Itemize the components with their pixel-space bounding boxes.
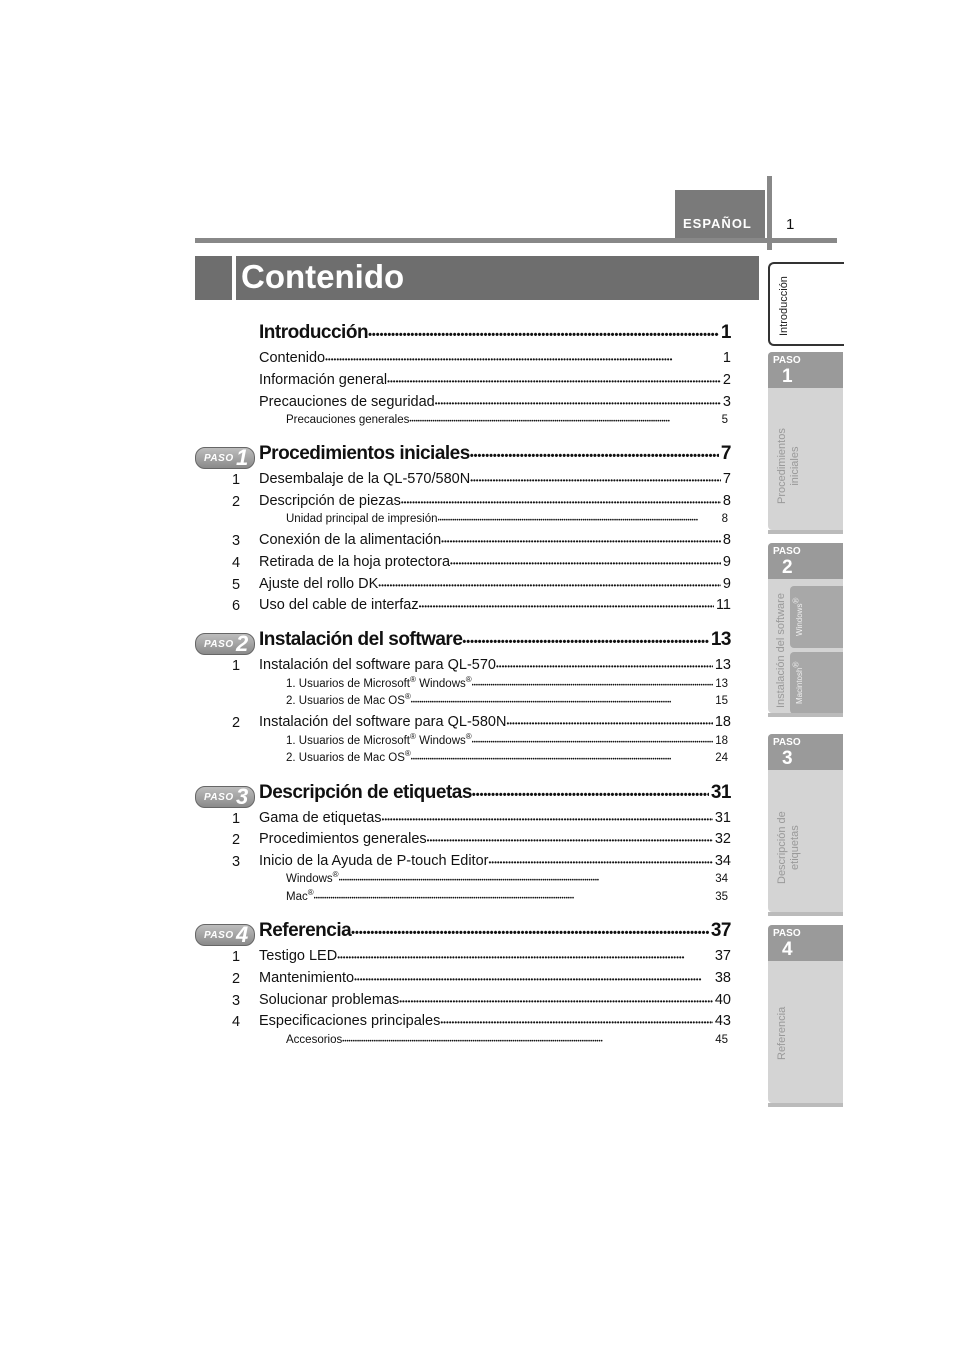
section-heading-paso-4[interactable] <box>259 920 731 942</box>
entry-page: 2 <box>722 372 731 388</box>
entry-label: Especificaciones principales <box>259 1013 441 1029</box>
section-page: 31 <box>710 782 731 803</box>
toc-subentry[interactable] <box>286 414 728 426</box>
sidebar-paso-number: 2 <box>782 557 793 578</box>
leader-dots <box>488 858 712 867</box>
sidebar-tab-edge <box>768 530 843 534</box>
entry-label: Uso del cable de interfaz <box>259 597 419 613</box>
entry-page: 40 <box>714 992 731 1008</box>
leader-dots <box>427 836 713 845</box>
subentry-label <box>286 749 411 764</box>
leader-dots <box>351 927 709 939</box>
sidebar-paso-number: 3 <box>782 748 793 769</box>
entry-page: 9 <box>722 554 731 570</box>
toc-entry[interactable] <box>259 948 731 964</box>
leader-dots <box>496 662 713 671</box>
badge-number: 4 <box>236 922 249 947</box>
leader-dots <box>411 700 713 706</box>
toc-subentry[interactable] <box>286 692 728 707</box>
entry-page: 8 <box>722 532 731 548</box>
section-title: Instalación del software <box>259 629 463 650</box>
language-label: ESPAÑOL <box>683 216 752 231</box>
registered-mark: ® <box>465 675 472 685</box>
registered-mark: ® <box>332 870 339 880</box>
subentry-text: Mac <box>286 891 308 903</box>
subentry-label <box>286 888 314 903</box>
entry-page: 43 <box>714 1013 731 1029</box>
toc-subentry[interactable] <box>286 675 728 690</box>
entry-page: 37 <box>714 948 731 964</box>
section-page: 13 <box>710 629 731 650</box>
subentry-page: 35 <box>715 891 728 903</box>
leader-dots <box>411 757 713 763</box>
section-page: 1 <box>720 322 731 343</box>
entry-label: Desembalaje de la QL-570/580N <box>259 471 471 487</box>
leader-dots <box>399 997 713 1006</box>
leader-dots <box>378 581 721 590</box>
entry-label: Ajuste del rollo DK <box>259 576 379 592</box>
section-heading-paso-2[interactable] <box>259 629 731 651</box>
entry-number: 3 <box>232 854 241 870</box>
leader-dots <box>450 559 721 568</box>
subentry-page: 15 <box>715 695 728 707</box>
entry-number: 3 <box>232 993 241 1009</box>
toc-entry[interactable] <box>259 350 731 366</box>
badge-number: 1 <box>236 445 249 470</box>
subentry-label: Precauciones generales <box>286 414 410 426</box>
entry-label: Testigo LED <box>259 948 338 964</box>
entry-number: 6 <box>232 598 241 614</box>
header-divider <box>195 238 837 243</box>
title-square <box>195 256 232 300</box>
sidebar-tab-label <box>776 811 802 884</box>
badge-number: 2 <box>236 631 249 656</box>
toc-entry[interactable] <box>259 554 731 570</box>
section-title: Procedimientos iniciales <box>259 443 470 464</box>
registered-mark: ® <box>791 597 801 604</box>
toc-entry[interactable] <box>259 714 731 730</box>
leader-dots <box>354 975 713 984</box>
leader-dots <box>382 815 713 824</box>
leader-dots <box>342 1039 713 1045</box>
entry-page: 8 <box>722 493 731 509</box>
leader-dots <box>470 476 721 485</box>
sidebar-tab-label: Instalación del software <box>775 593 787 708</box>
paso-badge-3 <box>195 786 255 808</box>
leader-dots <box>409 419 719 425</box>
entry-label: Mantenimiento <box>259 970 355 986</box>
toc-entry[interactable] <box>259 810 731 826</box>
leader-dots <box>472 789 709 801</box>
section-title: Descripción de etiquetas <box>259 782 472 803</box>
toc-entry[interactable] <box>259 394 731 410</box>
entry-number: 2 <box>232 971 241 987</box>
registered-mark: ® <box>307 888 314 898</box>
subentry-text: Windows <box>415 678 466 690</box>
subentry-text: 1. Usuarios de Microsoft <box>286 735 410 747</box>
label-line: iniciales <box>789 446 801 486</box>
entry-number: 3 <box>232 533 241 549</box>
leader-dots <box>339 878 714 884</box>
page-title: Contenido <box>241 258 405 295</box>
leader-dots <box>440 1018 713 1027</box>
entry-number: 2 <box>232 494 241 510</box>
entry-page: 11 <box>715 597 731 613</box>
leader-dots <box>419 602 714 611</box>
subentry-page: 34 <box>715 873 728 885</box>
badge-paso-text: PASO <box>204 930 234 941</box>
toc-subentry[interactable] <box>286 1034 728 1046</box>
subentry-label: Unidad principal de impresión <box>286 513 438 525</box>
sidebar-paso-text: PASO <box>773 355 801 366</box>
sidebar-paso-text: PASO <box>773 928 801 939</box>
entry-page: 9 <box>722 576 731 592</box>
sidebar-tab-edge <box>768 1103 843 1107</box>
entry-number: 4 <box>232 1014 241 1030</box>
leader-dots <box>337 953 713 962</box>
subentry-text: 1. Usuarios de Microsoft <box>286 678 410 690</box>
section-page: 37 <box>710 920 731 941</box>
subtab-text: Macintosh <box>795 667 804 704</box>
entry-number: 4 <box>232 555 241 571</box>
entry-page: 38 <box>714 970 731 986</box>
leader-dots <box>470 450 719 462</box>
entry-label: Contenido <box>259 350 326 366</box>
entry-label: Información general <box>259 372 388 388</box>
entry-number: 1 <box>232 949 241 965</box>
toc-entry[interactable] <box>259 532 731 548</box>
leader-dots <box>462 636 708 648</box>
registered-mark: ® <box>791 661 801 668</box>
entry-label: Solucionar problemas <box>259 992 400 1008</box>
entry-label: Instalación del software para QL-580N <box>259 714 507 730</box>
toc-entry[interactable] <box>259 831 731 847</box>
entry-label: Inicio de la Ayuda de P-touch Editor <box>259 853 489 869</box>
entry-page: 1 <box>722 350 731 366</box>
leader-dots <box>368 329 719 341</box>
subentry-text: 2. Usuarios de Mac OS <box>286 752 405 764</box>
entry-number: 2 <box>232 715 241 731</box>
page-number: 1 <box>786 216 795 233</box>
registered-mark: ® <box>410 675 416 685</box>
label-line: etiquetas <box>789 825 801 870</box>
leader-dots <box>472 683 714 689</box>
leader-dots <box>325 355 721 364</box>
entry-page: 31 <box>714 810 731 826</box>
section-heading-introduccion[interactable] <box>259 322 731 344</box>
leader-dots <box>506 719 712 728</box>
entry-label: Instalación del software para QL-570 <box>259 657 496 673</box>
entry-label: Gama de etiquetas <box>259 810 382 826</box>
leader-dots <box>472 740 714 746</box>
entry-number: 1 <box>232 472 241 488</box>
sidebar-paso-number: 1 <box>782 366 793 387</box>
leader-dots <box>435 399 721 408</box>
sidebar-tab-edge <box>768 713 843 717</box>
leader-dots <box>314 896 714 902</box>
paso-badge-1 <box>195 447 255 469</box>
language-tab <box>675 190 765 239</box>
subentry-page: 18 <box>715 735 728 747</box>
subentry-label: Accesorios <box>286 1034 343 1046</box>
subentry-label <box>286 692 411 707</box>
entry-label: Precauciones de seguridad <box>259 394 435 410</box>
sidebar-subtab-label <box>791 661 804 704</box>
toc-entry[interactable] <box>259 493 731 509</box>
subentry-text: 2. Usuarios de Mac OS <box>286 695 405 707</box>
section-title: Introducción <box>259 322 369 343</box>
subentry-page: 5 <box>721 414 728 426</box>
entry-number: 1 <box>232 658 241 674</box>
toc-entry[interactable] <box>259 597 731 613</box>
leader-dots <box>401 498 721 507</box>
paso-badge-2 <box>195 633 255 655</box>
label-line: Descripción de <box>776 811 788 884</box>
toc-subentry[interactable] <box>286 888 728 903</box>
sidebar-paso-text: PASO <box>773 737 801 748</box>
toc-entry[interactable] <box>259 1013 731 1029</box>
toc-entry[interactable] <box>259 657 731 673</box>
toc-subentry[interactable] <box>286 732 728 747</box>
entry-page: 13 <box>714 657 731 673</box>
leader-dots <box>438 518 720 524</box>
paso-badge-4 <box>195 924 255 946</box>
badge-paso-text: PASO <box>204 792 234 803</box>
sidebar-subtab-label <box>791 597 804 636</box>
section-heading-paso-1[interactable] <box>259 443 731 465</box>
section-heading-paso-3[interactable] <box>259 782 731 804</box>
badge-paso-text: PASO <box>204 453 234 464</box>
registered-mark: ® <box>410 732 416 742</box>
entry-page: 7 <box>722 471 731 487</box>
toc-entry[interactable] <box>259 471 731 487</box>
entry-page: 18 <box>714 714 731 730</box>
leader-dots <box>441 537 721 546</box>
toc-subentry[interactable] <box>286 749 728 764</box>
sidebar-tab-edge <box>768 912 843 916</box>
subentry-text: Windows <box>415 735 466 747</box>
subentry-page: 8 <box>721 513 728 525</box>
sidebar-paso-text: PASO <box>773 546 801 557</box>
section-page: 7 <box>720 443 731 464</box>
entry-label: Conexión de la alimentación <box>259 532 442 548</box>
toc-subentry[interactable] <box>286 513 728 525</box>
entry-label: Procedimientos generales <box>259 831 427 847</box>
toc-entry[interactable] <box>259 992 731 1008</box>
subentry-label <box>286 675 472 690</box>
subentry-page: 45 <box>715 1034 728 1046</box>
label-line: Procedimientos <box>776 428 788 504</box>
subentry-page: 13 <box>715 678 728 690</box>
registered-mark: ® <box>404 749 411 759</box>
section-title: Referencia <box>259 920 352 941</box>
entry-label: Descripción de piezas <box>259 493 401 509</box>
entry-page: 3 <box>722 394 731 410</box>
sidebar-tab-label <box>776 428 802 504</box>
subentry-label <box>286 732 472 747</box>
entry-number: 2 <box>232 832 241 848</box>
sidebar-tab-label: Introducción <box>778 276 790 336</box>
toc-entry[interactable] <box>259 576 731 592</box>
leader-dots <box>387 377 721 386</box>
badge-paso-text: PASO <box>204 639 234 650</box>
subentry-page: 24 <box>715 752 728 764</box>
toc-subentry[interactable] <box>286 870 728 885</box>
toc-entry[interactable] <box>259 372 731 388</box>
subtab-text: Windows <box>795 603 804 636</box>
entry-page: 34 <box>714 853 731 869</box>
toc-entry[interactable] <box>259 970 731 986</box>
entry-number: 1 <box>232 811 241 827</box>
entry-number: 5 <box>232 577 241 593</box>
subentry-label <box>286 870 339 885</box>
sidebar-tab-label: Referencia <box>776 1006 788 1060</box>
entry-page: 32 <box>714 831 731 847</box>
registered-mark: ® <box>465 732 472 742</box>
registered-mark: ® <box>404 692 411 702</box>
sidebar-paso-number: 4 <box>782 939 793 960</box>
badge-number: 3 <box>236 784 249 809</box>
subentry-text: Windows <box>286 873 333 885</box>
entry-label: Retirada de la hoja protectora <box>259 554 451 570</box>
toc-entry[interactable] <box>259 853 731 869</box>
